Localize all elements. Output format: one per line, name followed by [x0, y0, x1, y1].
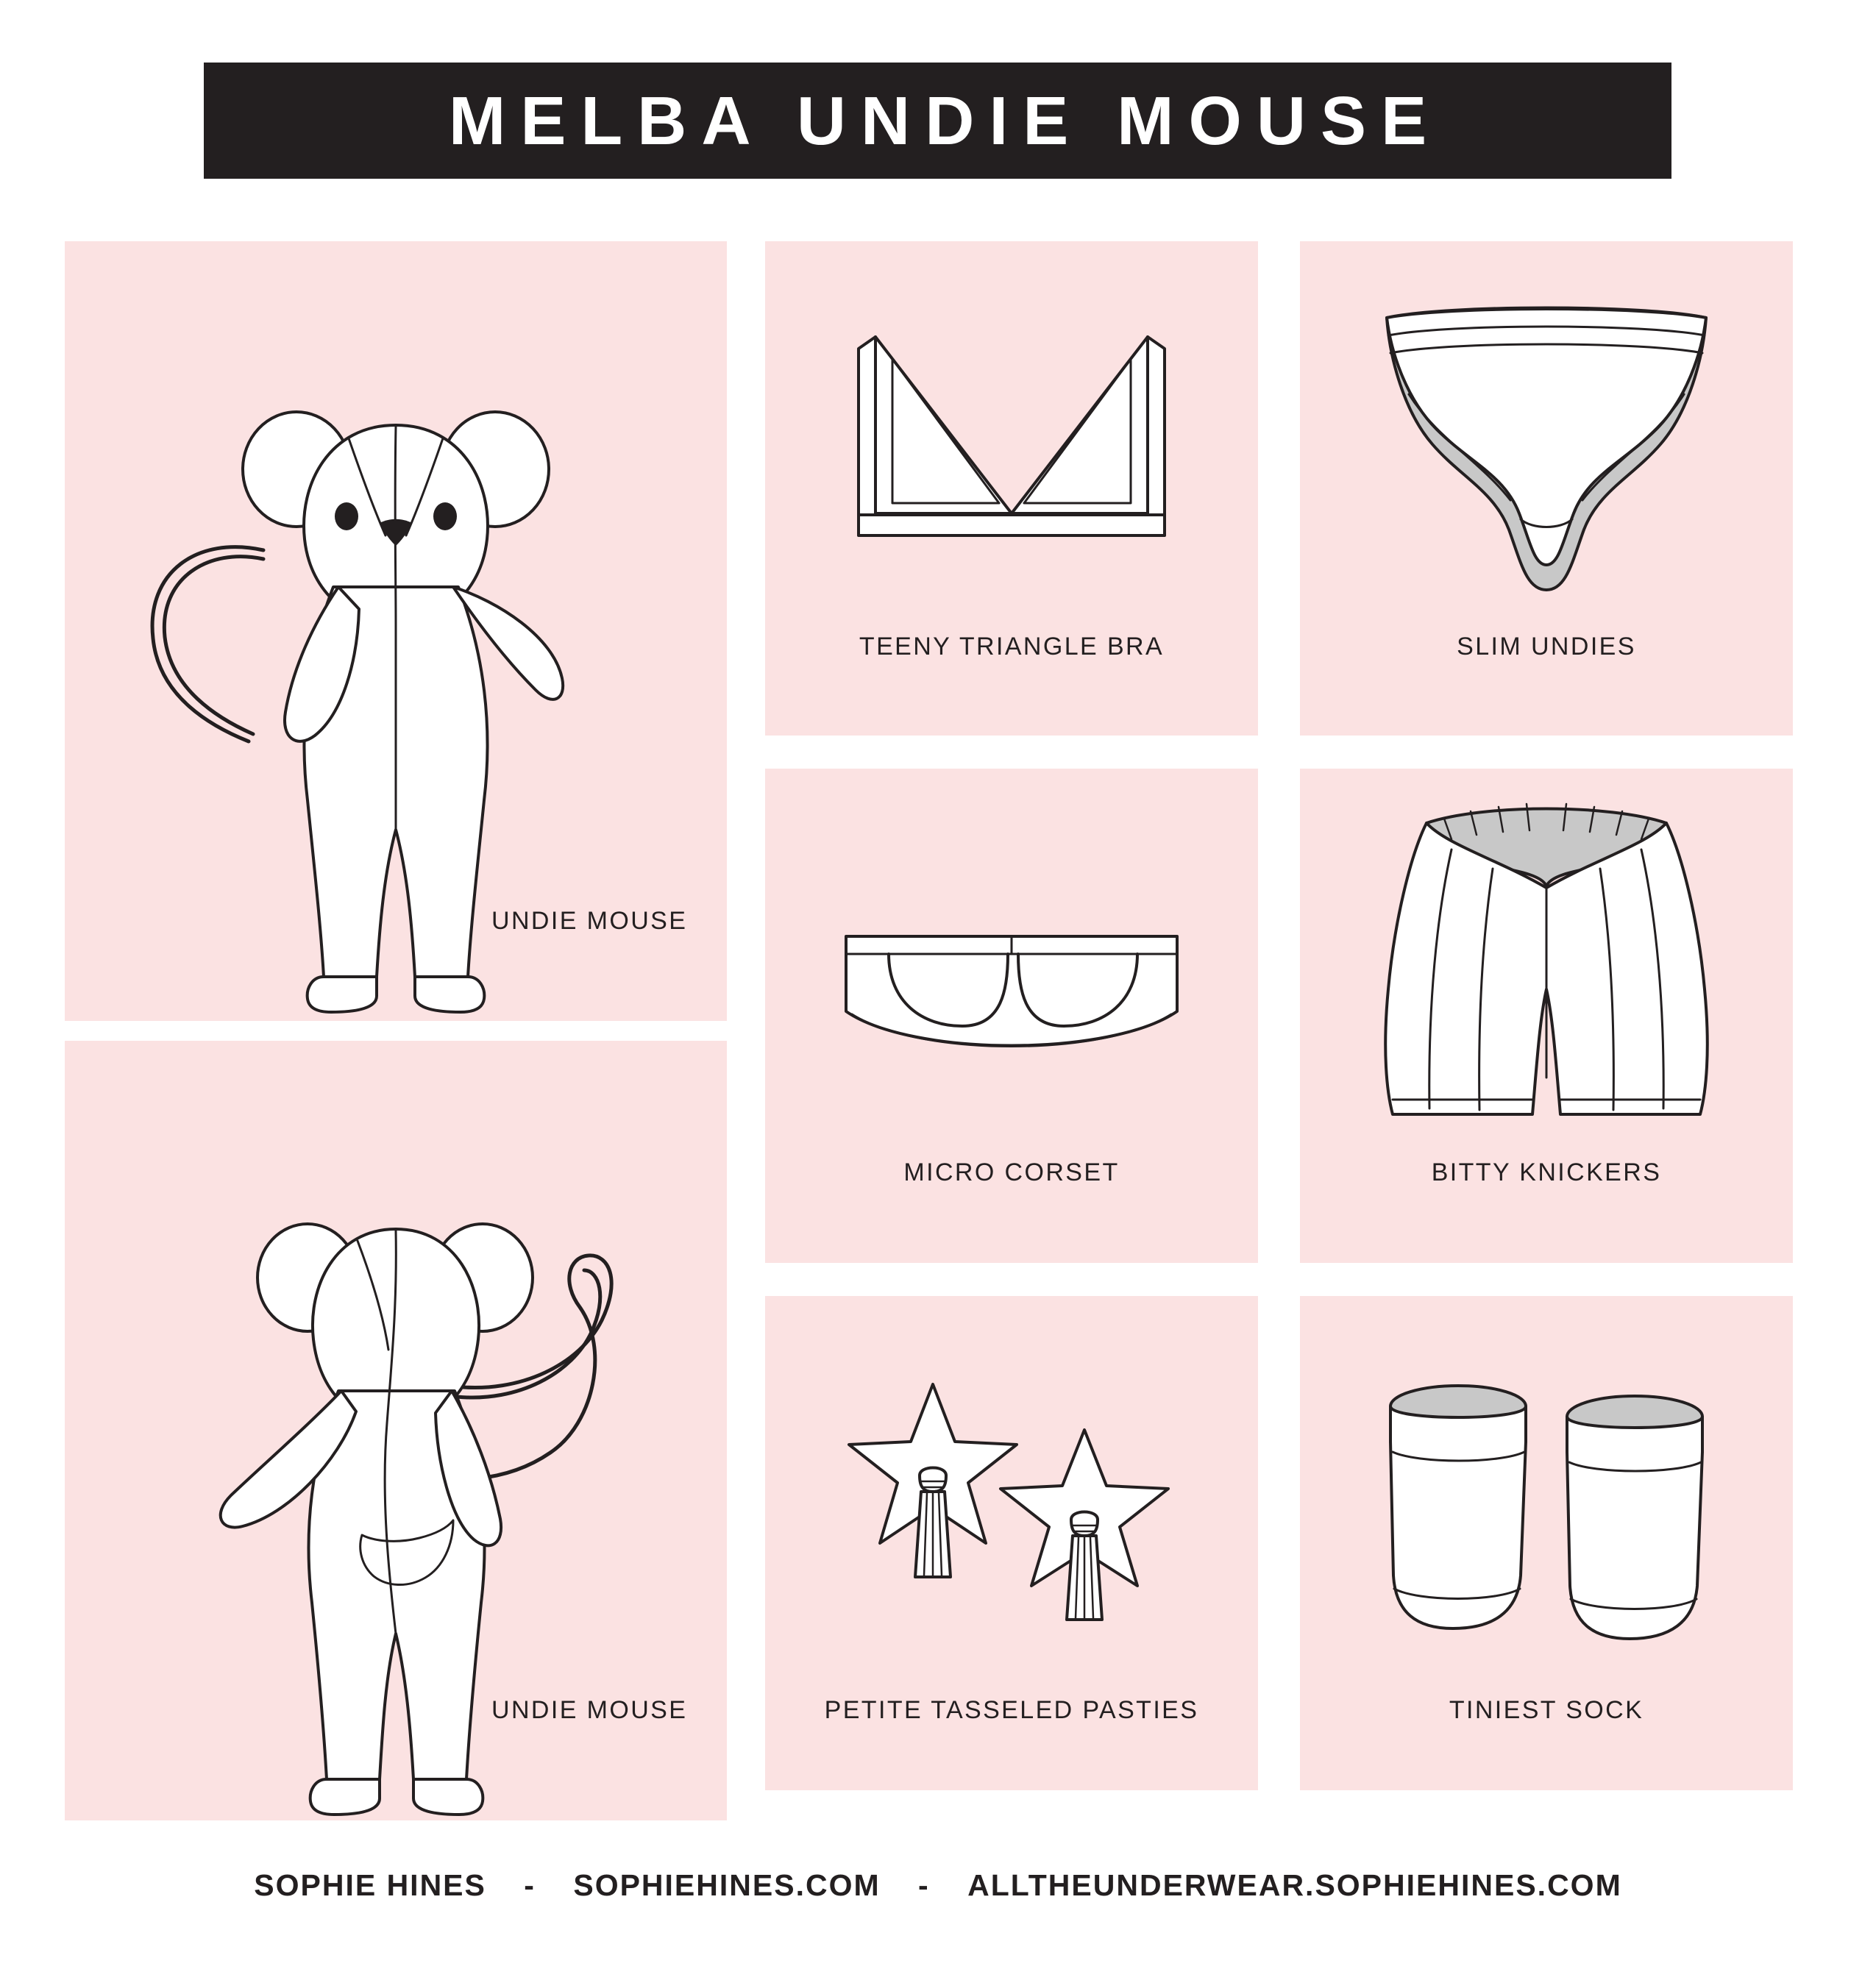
triangle-bra-illustration — [765, 241, 1258, 736]
panel-slim-undies — [1300, 241, 1793, 736]
footer-separator-2: - — [918, 1868, 930, 1902]
slim-undies-illustration — [1300, 241, 1793, 736]
footer-brand: SOPHIE HINES — [254, 1868, 486, 1902]
panel-micro-corset — [765, 769, 1258, 1263]
page-title-bar — [204, 63, 1671, 179]
panel-label-pasties: PETITE TASSELED PASTIES — [824, 1696, 1199, 1724]
footer-site[interactable]: SOPHIEHINES.COM — [573, 1868, 881, 1902]
page-title: MELBA UNDIE MOUSE — [448, 82, 1442, 159]
footer-separator-1: - — [524, 1868, 536, 1902]
panel-label-mouse-back: UNDIE MOUSE — [491, 1696, 688, 1724]
micro-corset-illustration — [765, 769, 1258, 1263]
panel-label-corset: MICRO CORSET — [903, 1158, 1120, 1186]
footer-subsite[interactable]: ALLTHEUNDERWEAR.SOPHIEHINES.COM — [967, 1868, 1622, 1902]
panel-label-bra: TEENY TRIANGLE BRA — [859, 633, 1165, 661]
panel-teeny-triangle-bra — [765, 241, 1258, 736]
panel-mouse-front — [65, 241, 727, 1021]
panel-bitty-knickers — [1300, 769, 1793, 1263]
footer — [0, 1868, 1876, 1903]
bitty-knickers-illustration — [1300, 769, 1793, 1263]
panel-label-undies: SLIM UNDIES — [1457, 633, 1636, 661]
mouse-front-illustration — [65, 241, 727, 1021]
panel-label-knickers: BITTY KNICKERS — [1431, 1158, 1662, 1186]
panel-label-mouse-front: UNDIE MOUSE — [491, 907, 688, 935]
panel-label-sock: TINIEST SOCK — [1449, 1696, 1644, 1724]
